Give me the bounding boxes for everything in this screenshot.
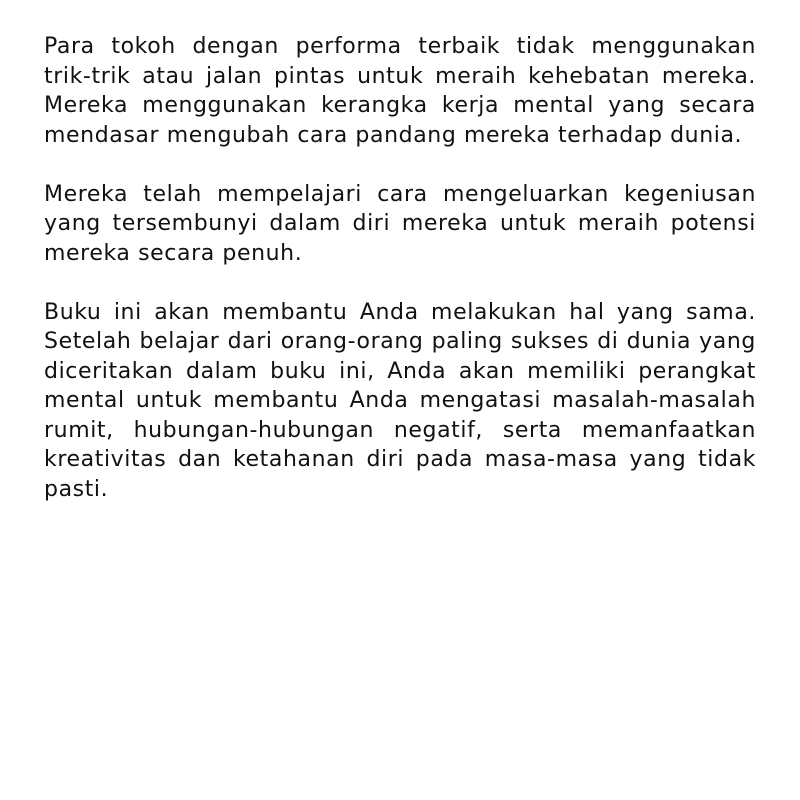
paragraph-1: Para tokoh dengan performa terbaik tidak menggunakan trik-trik atau jalan pintas untuk meraih kehebatan mereka. Mereka menggunakan kerangka kerja mental yang secara mendasar mengubah cara pandang mereka terhadap dunia. (44, 34, 756, 148)
paragraph-3: Buku ini akan membantu Anda melakukan hal yang sama. Setelah belajar dari orang-orang paling sukses di dunia yang diceritakan dalam buku ini, Anda akan memiliki perangkat mental untuk membantu Anda mengatasi masalah-masalah rumit, hubungan-hubungan negatif, serta memanfaatkan kreativitas dan ketahanan diri pada masa-masa yang tidak pasti. (44, 299, 756, 502)
paragraph-2: Mereka telah mempelajari cara mengeluarkan kegeniusan yang tersembunyi dalam diri mereka untuk meraih potensi mereka secara penuh. (44, 181, 756, 266)
text-page (44, 32, 756, 534)
